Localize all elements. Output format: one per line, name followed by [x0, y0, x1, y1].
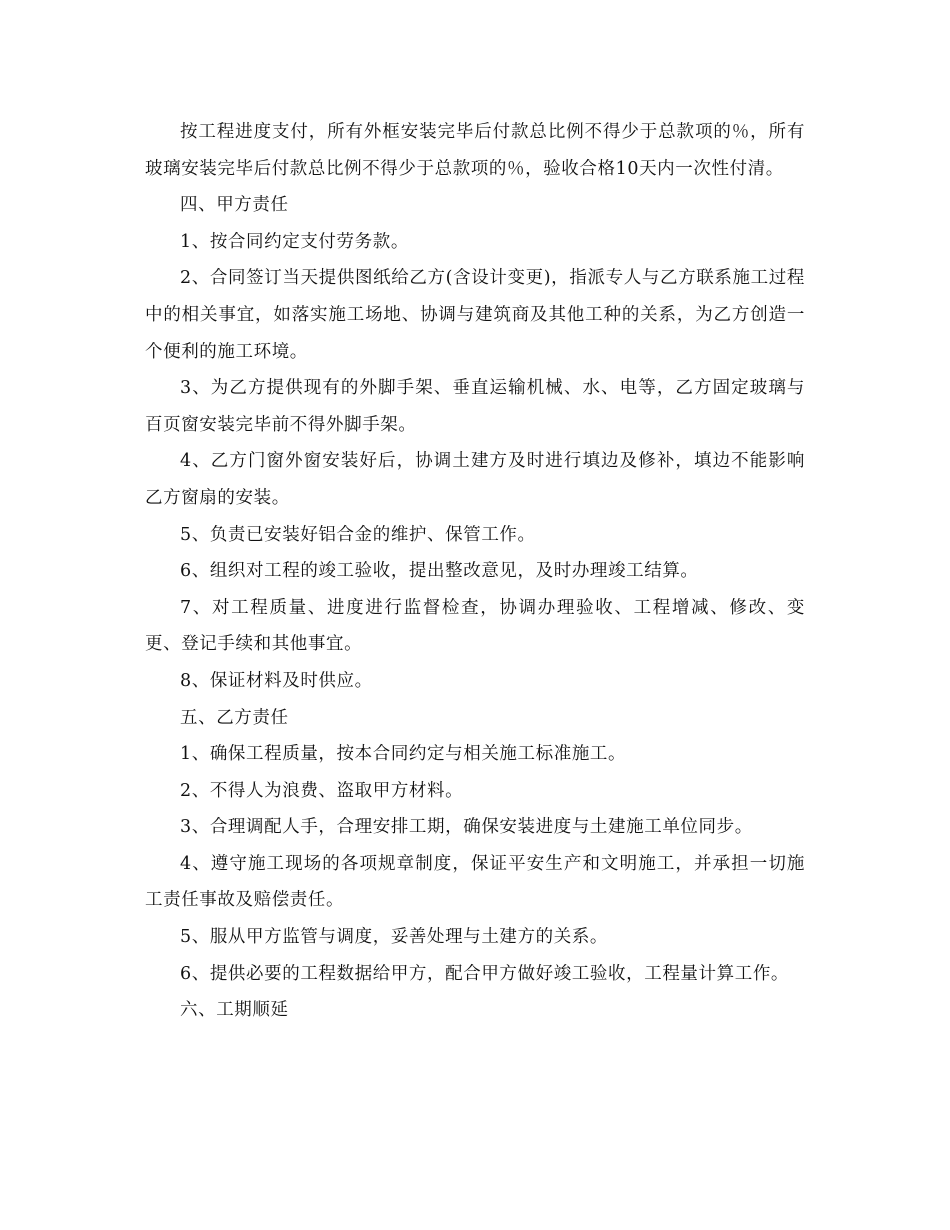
- paragraph-party-b-item-3: 3、合理调配人手，合理安排工期，确保安装进度与土建施工单位同步。: [180, 817, 753, 838]
- paragraph-party-a-item-2: 2、合同签订当天提供图纸给乙方(含设计变更)，指派专人与乙方联系施工过程中的相关事宜，如落实施工场地、协调与建筑商及其他工种的关系，为乙方创造一个便利的施工环境。: [145, 268, 805, 362]
- paragraph-party-b-item-5: 5、服从甲方监管与调度，妥善处理与土建方的关系。: [180, 927, 609, 948]
- paragraph-party-b-item-4: 4、遵守施工现场的各项规章制度，保证平安生产和文明施工，并承担一切施工责任事故及赔偿责任。: [145, 853, 805, 911]
- heading-party-a-responsibilities: 四、甲方责任: [180, 195, 289, 216]
- paragraph-party-a-item-5: 5、负责已安装好铝合金的维护、保管工作。: [180, 524, 536, 545]
- paragraph-party-a-item-7: 7、对工程质量、进度进行监督检查，协调办理验收、工程增减、修改、变更、登记手续和其他事宜。: [145, 597, 805, 655]
- paragraph-party-a-item-8: 8、保证材料及时供应。: [180, 670, 373, 691]
- paragraph-party-a-item-3: 3、为乙方提供现有的外脚手架、垂直运输机械、水、电等，乙方固定玻璃与百页窗安装完毕前不得外脚手架。: [145, 378, 805, 435]
- heading-schedule-extension: 六、工期顺延: [180, 1000, 289, 1021]
- paragraph-payment-terms: 按工程进度支付，所有外框安装完毕后付款总比例不得少于总款项的％，所有玻璃安装完毕后付款总比例不得少于总款项的％，验收合格10天内一次性付清。: [145, 122, 805, 179]
- paragraph-party-b-item-2: 2、不得人为浪费、盗取甲方材料。: [180, 780, 464, 801]
- paragraph-party-a-item-1: 1、按合同约定支付劳务款。: [180, 231, 409, 252]
- heading-party-b-responsibilities: 五、乙方责任: [180, 707, 289, 728]
- paragraph-party-a-item-6: 6、组织对工程的竣工验收，提出整改意见，及时办理竣工结算。: [180, 561, 699, 582]
- paragraph-party-b-item-1: 1、确保工程质量，按本合同约定与相关施工标准施工。: [180, 744, 627, 765]
- document-body: [145, 114, 805, 1029]
- paragraph-party-b-item-6: 6、提供必要的工程数据给甲方，配合甲方做好竣工验收，工程量计算工作。: [180, 963, 790, 984]
- paragraph-party-a-item-4: 4、乙方门窗外窗安装好后，协调土建方及时进行填边及修补，填边不能影响乙方窗扇的安装。: [145, 451, 805, 508]
